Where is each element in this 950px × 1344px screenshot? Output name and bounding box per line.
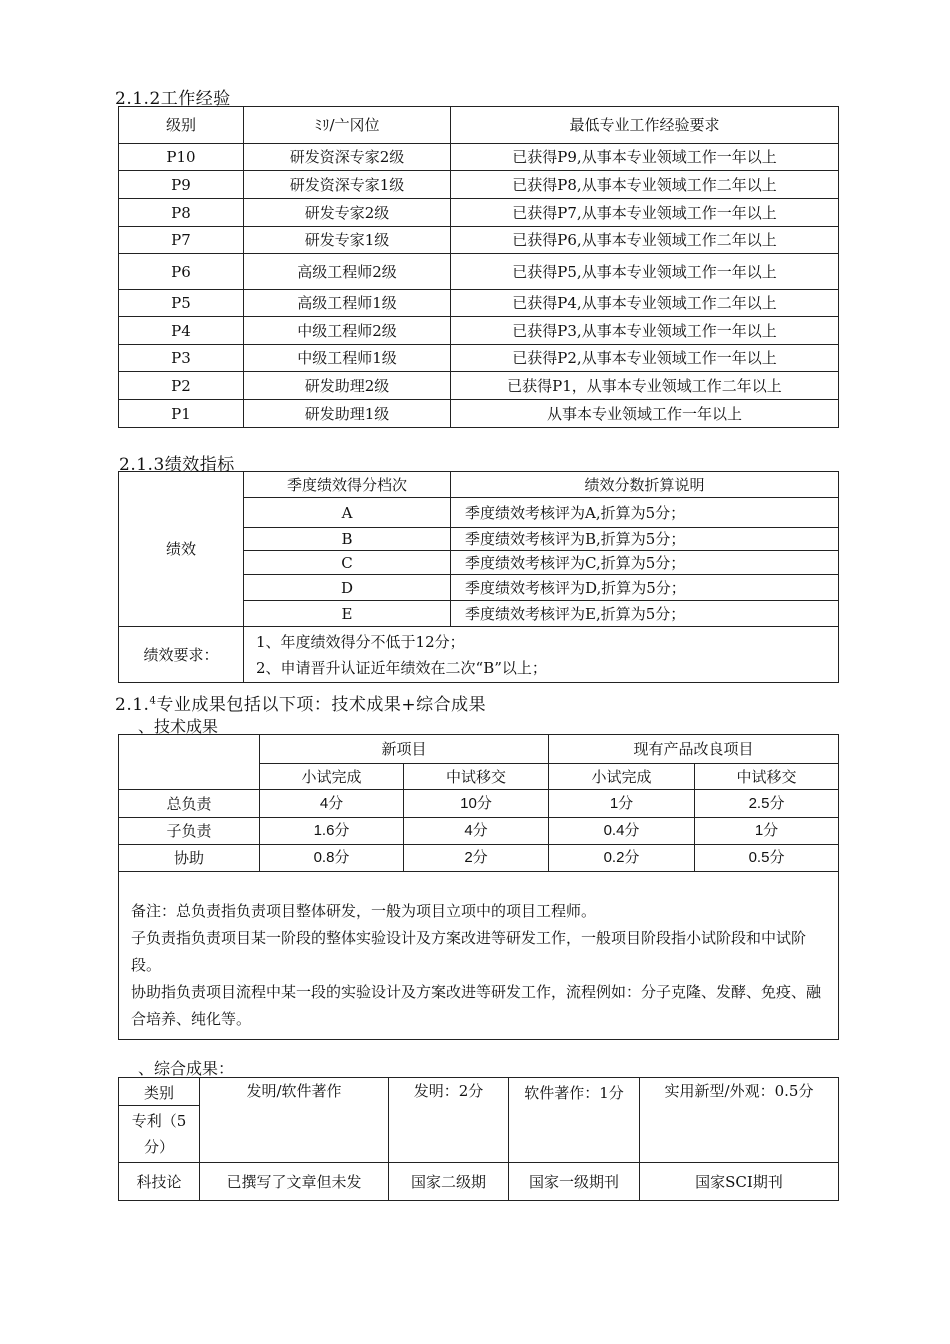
position-cell: 研发专家1级: [244, 227, 451, 254]
header-level: 级别: [119, 107, 244, 144]
table-row: [119, 290, 839, 317]
table-row: [119, 345, 839, 372]
explanation-cell: 季度绩效考核评为E,折算为5分；: [451, 601, 839, 627]
header-improvement-project: 现有产品改良项目: [549, 735, 839, 764]
level-cell: P6: [119, 254, 244, 290]
paper-cell: 已撰写了文章但未发: [200, 1163, 389, 1201]
grade-cell: C: [244, 551, 451, 575]
subheader-cell: 中试移交: [404, 764, 549, 790]
patent-cell: 实用新型/外观：0.5分: [640, 1078, 839, 1163]
grade-cell: E: [244, 601, 451, 627]
score-cell: 4分: [260, 790, 404, 818]
patent-cell: 发明：2分: [389, 1078, 509, 1163]
table-row: [119, 171, 839, 199]
score-cell: 0.2分: [549, 845, 695, 872]
score-cell: 0.5分: [695, 845, 839, 872]
score-cell: 0.8分: [260, 845, 404, 872]
explanation-cell: 季度绩效考核评为C,折算为5分；: [451, 551, 839, 575]
subheader-cell: 小试完成: [260, 764, 404, 790]
requirement-content: [244, 627, 839, 683]
section-title-performance: 2.1.3绩效指标: [119, 455, 235, 475]
score-cell: 1分: [549, 790, 695, 818]
note-line: 备注：总负责指负责项目整体研发，一般为项目立项中的项目工程师。: [131, 902, 597, 920]
position-cell: 高级工程师2级: [244, 254, 451, 290]
patent-row: [119, 1078, 839, 1163]
explanation-cell: 季度绩效考核评为A,折算为5分；: [451, 498, 839, 528]
grade-cell: A: [244, 498, 451, 528]
patent-category-cell: [119, 1078, 200, 1163]
requirement-cell: 已获得P1，从事本专业领域工作二年以上: [451, 372, 839, 400]
explanation-cell: 季度绩效考核评为D,折算为5分；: [451, 575, 839, 601]
score-cell: 1分: [695, 818, 839, 845]
position-cell: 研发助理1级: [244, 400, 451, 428]
position-cell: 研发资深专家1级: [244, 171, 451, 199]
requirement-label: 绩效要求：: [119, 627, 244, 683]
paper-cell: 国家一级期刊: [509, 1163, 640, 1201]
requirement-cell: 已获得P7,从事本专业领域工作一年以上: [451, 199, 839, 227]
table-header-row: [119, 472, 839, 498]
level-cell: P9: [119, 171, 244, 199]
score-cell: 2.5分: [695, 790, 839, 818]
table-row: [119, 372, 839, 400]
empty-corner-cell: [119, 735, 260, 790]
role-cell: 子负责: [119, 818, 260, 845]
level-cell: P10: [119, 144, 244, 171]
level-cell: P7: [119, 227, 244, 254]
tech-achievement-table: [118, 734, 839, 1040]
work-experience-table: [118, 106, 839, 428]
requirement-line: 1、年度绩效得分不低于12分；: [256, 632, 465, 651]
position-cell: 高级工程师1级: [244, 290, 451, 317]
table-row: [119, 400, 839, 428]
subheader-cell: 中试移交: [695, 764, 839, 790]
header-grade: 季度绩效得分档次: [244, 472, 451, 498]
position-cell: 研发专家2级: [244, 199, 451, 227]
requirement-cell: 已获得P9,从事本专业领域工作一年以上: [451, 144, 839, 171]
table-row: [119, 199, 839, 227]
title-rest: 专业成果包括以下项：技术成果+综合成果: [156, 695, 487, 715]
header-new-project: 新项目: [260, 735, 549, 764]
comprehensive-subtitle: 、综合成果：: [138, 1059, 235, 1078]
role-cell: 总负责: [119, 790, 260, 818]
score-cell: 2分: [404, 845, 549, 872]
table-row: [119, 144, 839, 171]
patent-cell: 软件著作：1分: [509, 1078, 640, 1163]
note-line: 协助指负责项目流程中某一段的实验设计及方案改进等研发工作，流程例如：分子克隆、发酵、免疫、融合培养、纯化等。: [131, 983, 822, 1028]
table-row: [119, 254, 839, 290]
requirement-cell: 从事本专业领域工作一年以上: [451, 400, 839, 428]
header-position: ﾐﾘ/亠冈位: [244, 107, 451, 144]
header-explanation: 绩效分数折算说明: [451, 472, 839, 498]
patent-cell: 发明/软件著作: [200, 1078, 389, 1163]
table-row: [119, 845, 839, 872]
grade-cell: B: [244, 528, 451, 551]
patent-label: 专利（5分）: [131, 1112, 187, 1156]
paper-cell: 国家SCI期刊: [640, 1163, 839, 1201]
tech-subtitle: 、技术成果: [138, 717, 219, 736]
section-title-achievements: [115, 690, 486, 715]
position-cell: 中级工程师1级: [244, 345, 451, 372]
level-cell: P5: [119, 290, 244, 317]
score-cell: 0.4分: [549, 818, 695, 845]
comprehensive-achievement-table: [118, 1077, 839, 1201]
category-header: 类别: [119, 1078, 199, 1106]
role-cell: 协助: [119, 845, 260, 872]
level-cell: P1: [119, 400, 244, 428]
requirement-cell: 已获得P3,从事本专业领域工作一年以上: [451, 317, 839, 345]
table-row: [119, 818, 839, 845]
requirement-cell: 已获得P5,从事本专业领域工作一年以上: [451, 254, 839, 290]
score-cell: 4分: [404, 818, 549, 845]
paper-cell: 国家二级期: [389, 1163, 509, 1201]
title-superscript: 4: [149, 695, 157, 707]
requirement-cell: 已获得P8,从事本专业领域工作二年以上: [451, 171, 839, 199]
table-header-row: [119, 735, 839, 764]
score-cell: 1.6分: [260, 818, 404, 845]
subheader-cell: 小试完成: [549, 764, 695, 790]
level-cell: P3: [119, 345, 244, 372]
table-header-row: [119, 107, 839, 144]
table-row: [119, 317, 839, 345]
position-cell: 中级工程师2级: [244, 317, 451, 345]
section-title-work-experience: 2.1.2工作经验: [115, 89, 231, 109]
grade-cell: D: [244, 575, 451, 601]
header-requirement: 最低专业工作经验要求: [451, 107, 839, 144]
explanation-cell: 季度绩效考核评为B,折算为5分；: [451, 528, 839, 551]
notes-cell: [119, 872, 839, 1040]
table-row: [119, 790, 839, 818]
requirement-cell: 已获得P6,从事本专业领域工作二年以上: [451, 227, 839, 254]
table-row: [119, 227, 839, 254]
requirement-cell: 已获得P2,从事本专业领域工作一年以上: [451, 345, 839, 372]
score-cell: 10分: [404, 790, 549, 818]
requirement-cell: 已获得P4,从事本专业领域工作二年以上: [451, 290, 839, 317]
requirement-line: 2、申请晋升认证近年绩效在二次“B”以上；: [256, 658, 547, 677]
position-cell: 研发资深专家2级: [244, 144, 451, 171]
level-cell: P4: [119, 317, 244, 345]
notes-row: [119, 872, 839, 1040]
paper-label: 科技论: [119, 1163, 200, 1201]
title-prefix: 2.1.: [115, 695, 150, 715]
level-cell: P2: [119, 372, 244, 400]
requirement-row: [119, 627, 839, 683]
performance-table: [118, 471, 839, 683]
paper-row: [119, 1163, 839, 1201]
performance-category: 绩效: [119, 472, 244, 627]
level-cell: P8: [119, 199, 244, 227]
note-line: 子负责指负责项目某一阶段的整体实验设计及方案改进等研发工作，一般项目阶段指小试阶段和中试阶段。: [131, 929, 807, 974]
position-cell: 研发助理2级: [244, 372, 451, 400]
